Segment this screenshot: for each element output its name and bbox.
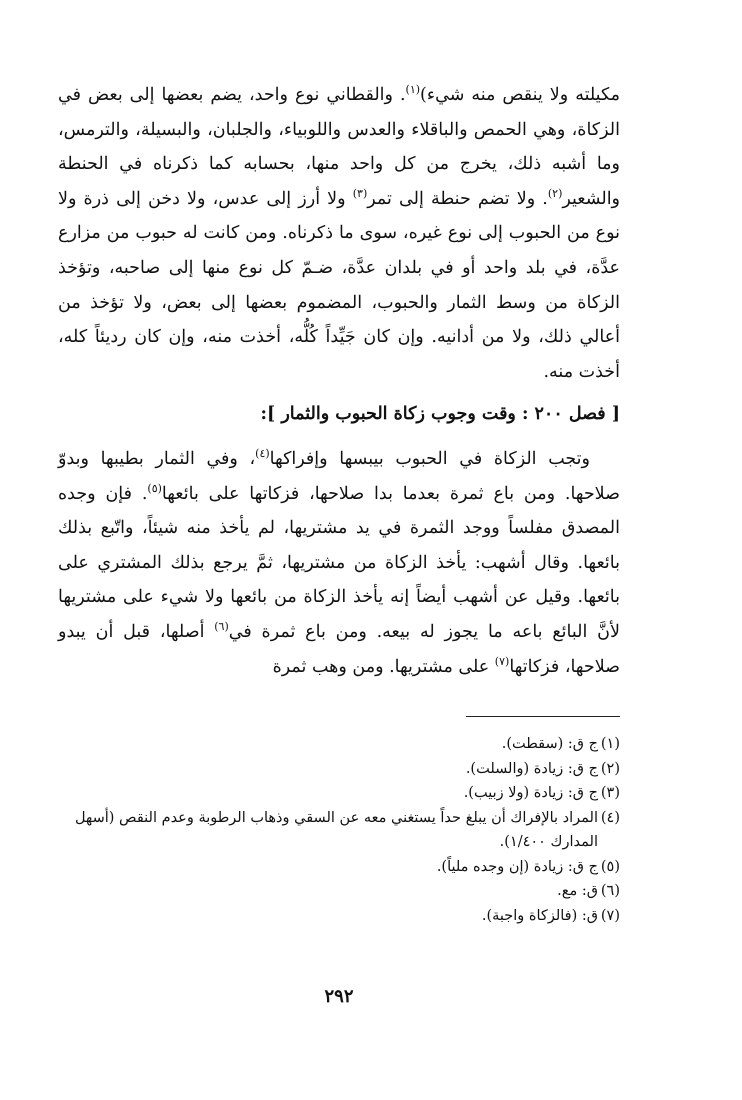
footnote-item [58, 879, 620, 904]
footnote-item [58, 855, 620, 880]
footnote-ref-6: (٦) [214, 620, 229, 634]
paragraph-2-text-c: . فإن وجده المصدق مفلساً ووجد الثمرة في يد مشتريها، لم يأخذ منه شيئاً، واتّبع بذلك بائعها. وقال أشهب: يأخذ الزكاة من مشتريها، ثمَّ يرجع بذلك المشتري على بائعها. وقيل عن أشهب أيضاً إنه يأخذ الزكاة من بائعها ولا شيء على مشتريها لأنَّ البائع باعه ما يجوز له بيعه. ومن باع ثمرة في [58, 483, 620, 642]
footnote-number: (١) [600, 736, 620, 752]
paragraph-1-text-c: . ولا تضم حنطة إلى تمر [367, 188, 548, 209]
footnote-item [58, 904, 620, 929]
footnote-number: (٦) [600, 883, 620, 899]
footnote-number: (٣) [600, 785, 620, 801]
footnote-ref-3: (٣) [352, 186, 368, 200]
paragraph-1-text-d: ولا أرز إلى عدس، ولا دخن إلى ذرة ولا نوع من الحبوب إلى نوع غيره، سوى ما ذكرناه. ومن كانت له حبوب من مزارع عدَّة، في بلد واحد أو في بلدان عدَّة، ضـمّ كل نوع منها إلى صاحبه، وتؤخذ الزكاة من وسط الثمار والحبوب، المضموم بعضها إلى بعض، ولا تؤخذ من أعالي ذلك، ولا من أدانيه. وإن كان جَيِّداً كُلُّه، أخذت منه، وإن كان رديئاً كله، أخذت منه. [58, 188, 620, 382]
footnote-number: (٥) [600, 858, 620, 875]
footnote-text: ج ق: زيادة (والسلت). [465, 760, 598, 777]
footnote-item [58, 757, 620, 782]
footnote-item [58, 732, 620, 757]
paragraph-2-text-e: على مشتريها. ومن وهب ثمرة [272, 656, 495, 677]
footnote-text: ج ق: زيادة (إن وجده ملياً). [436, 858, 598, 875]
footnote-text: ج ق: زيادة (ولا زبيب). [463, 785, 598, 801]
footnote-ref-4: (٤) [255, 447, 270, 461]
paragraph-2-text-b: ، وفي الثمار بطيبها وبدوّ صلاحها. ومن باع ثمرة بعدما بدا صلاحها، فزكاتها على بائعها [58, 449, 620, 504]
paragraph-2 [58, 442, 620, 684]
footnote-number: (٤) [600, 809, 620, 826]
footnote-ref-7: (٧) [494, 654, 510, 668]
footnote-text: ج ق: (سقطت). [501, 736, 598, 752]
footnote-separator [466, 716, 620, 717]
footnote-number: (٧) [600, 907, 620, 924]
section-heading: [ فصل ٢٠٠ : وقت وجوب زكاة الحبوب والثمار ]: [260, 404, 620, 424]
paragraph-body-1 [58, 78, 620, 389]
paragraph-1 [58, 78, 620, 389]
paragraph-2-text-a: وتجب الزكاة في الحبوب بيبسها وإفراكها [269, 449, 590, 469]
footnotes [58, 732, 620, 928]
footnote-text: ق: مع. [557, 883, 598, 899]
paragraph-1-text-a: مكيلته ولا ينقص منه شيء) [420, 85, 621, 105]
footnote-ref-1: (١) [405, 83, 421, 97]
paragraph-1-text-b: . والقطاني نوع واحد، يضم بعضها إلى بعض في الزكاة، وهي الحمص والباقلاء والعدس واللوبياء، والجلبان، والبسيلة، والترمس، وما أشبه ذلك، يخرج من كل واحد منها، بحسابه كما ذكرناه في الحنطة والشعير [58, 85, 621, 209]
footnote-text: المراد بالإفراك أن يبلغ حداً يستغني معه عن السقي وذهاب الرطوبة وعدم النقص (أسهل المدارك ١/٤٠٠). [74, 809, 598, 850]
footnote-ref-5: (٥) [147, 481, 162, 495]
footnote-item [58, 781, 620, 806]
page-number: ٢٩٢ [324, 986, 354, 1007]
paragraph-2-text-d: أصلها، قبل أن يبدو صلاحها، فزكاتها [58, 621, 620, 677]
footnote-number: (٢) [600, 760, 620, 777]
footnote-text: ق: (فالزكاة واجبة). [481, 907, 598, 924]
footnote-ref-2: (٢) [547, 186, 563, 200]
footnote-item [58, 806, 620, 855]
book-page [58, 0, 620, 1100]
paragraph-body-2 [58, 442, 620, 684]
